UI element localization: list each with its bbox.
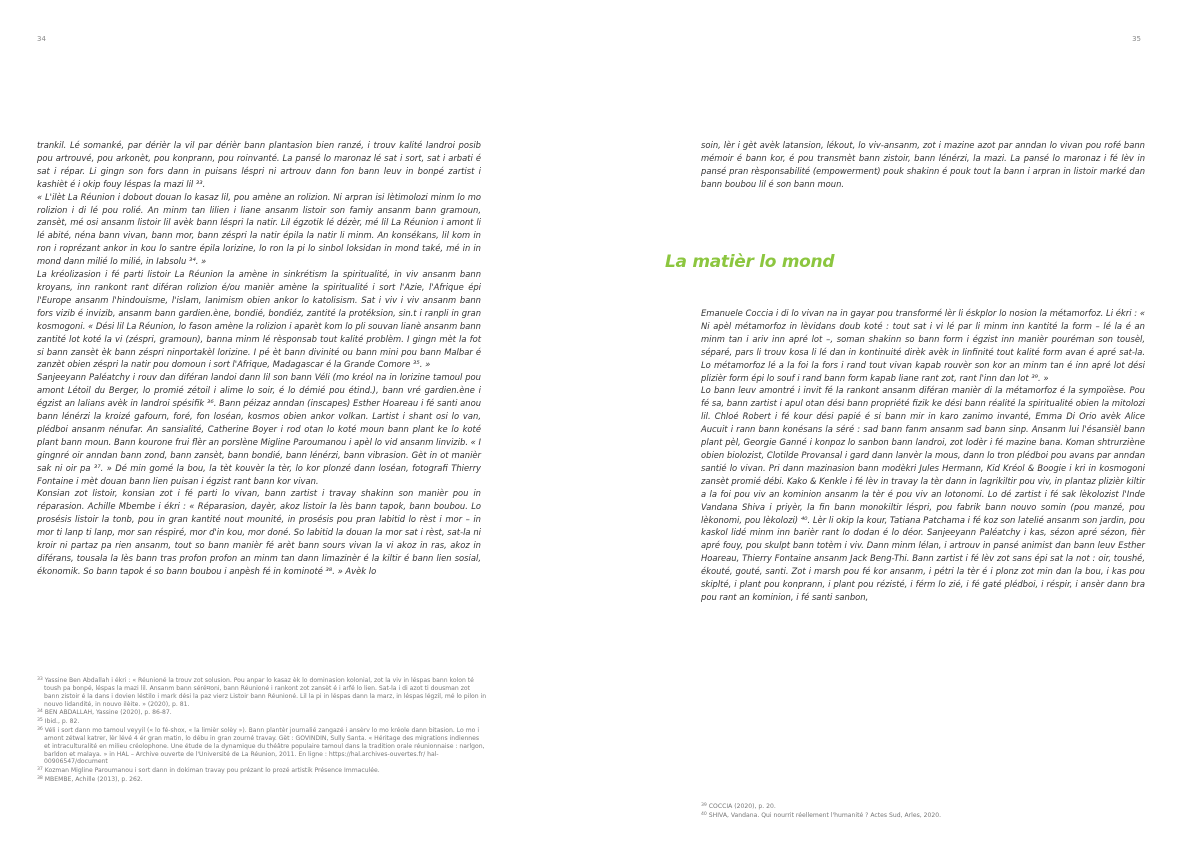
section-title: La matièr lo mond [665, 252, 835, 272]
footnote: $^{34}$ BEN ABDALLAH, Yassine (2020), p. 86-87. [37, 709, 172, 717]
left-body-text [37, 139, 481, 629]
footnote: $^{40}$ SHIVA, Vandana. Qui nourrit réellement l'humanité ? Actes Sud, Arles, 2020. [701, 811, 942, 819]
left-footnotes [37, 676, 487, 784]
page-number-left: 34 [37, 35, 46, 43]
footnote: $^{33}$ Yassine Ben Abdallah i ékri : « Réunioné la trouv zot solusion. Pou anpar lo kasaz èk lo dominasion kolonial, zot la viv in léspas bann kolon té toush pa bonpé, léspas la mazi lil. Ansanm bann séréमoni, bann Réunioné i rankont zot zansèt é i arfé lo lien. Sat-la i di azot ti dousman zot bann zistoir é la dans i dovien léstilo i mark dési la paz vierz Listoir bann Réunioné. Lil la pi in léspas dann la marz, in léspas légzil, mé lo pilon in nouvo lidandité, in nouvo ilèite. » (2020), p. 81. [37, 677, 487, 708]
footnote: $^{39}$ COCCIA (2020), p. 20. [701, 803, 776, 810]
footnote: $^{38}$ MBEMBE, Achille (2013), p. 262. [37, 776, 143, 784]
footnote: $^{36}$ Véli i sort dann mo tamoul veyyil (« lo fé-shox, « la limièr solèy »). Bann plantèr journalié zangazé i ansèrv lo mo kréole dann bitasion. Lo mo i amont zétwal katrer, lèr lévé 4 ér gran matin, lo débu in gran zourné travay. Gèt : GOVINDIN, Sully Santa. « Héritage des migrations indiennes et intraculturalité en milieu créolophone. Une étude de la dynamique du théâtre populaire tamoul dans la tradition orale réunionnaise : narlgon, barldon et malaya. » in HAL – Archive ouverte de l'Université de La Réunion, 2011. En ligne : https://hal.archives-ouvertes.fr/ hal-00906547/document [37, 727, 485, 766]
footnote: $^{37}$ Kozman Migline Paroumanou i sort dann in dokiman travay pou prézant lo prozé artistik Présence Immaculée. [37, 767, 380, 775]
paragraph: Konsian zot listoir, konsian zot i fé parti lo vivan, bann zartist i travay shakinn son manièr pou in réparasion. Achille Mbembe i ékri : « Réparasion, dayèr, akoz listoir la lès bann tapok, bann boubou. Lo prosésis listoir la tonb, pou in gran kantité nout mounité, in prosésis pou pran labitid lo rèst i mor – in mor ti lanp ti lanp, mor san réspiré, mor d'in kou, mor doné. So labitid la douan la mor sat i rèst, sat-la ni kroir ni partaz pa rien ansanm, tout so bann manièr fé arèt bann sours vivan la vi akoz in ras, akoz in diférans, tousala la lès bann tras profon profon an minm tan dann limazinèr é la kiltir é bann lien sosial, ékonomik. So bann tapok é so bann boubou i anpèsh fé in kominoté ³⁸. » Avèk lo [37, 488, 481, 576]
footnote: $^{35}$ Ibid., p. 82. [37, 718, 80, 726]
right-intro-text [701, 139, 1145, 191]
right-page [590, 0, 1179, 858]
paragraph: Lo bann leuv amontré i invit fé la rankont ansanm diféran manièr di la métamorfoz é la sympoïèse. Pou fé sa, bann zartist i apul otan dési bann propriété fizik ke dési bann réalité la spiritualité obien la mitolozi lil. Chloé Robert i fé kour dési papié é si bann mir in karo zanimo invanté, Emma Di Orio avèk Alice Aucuit i rann bann konésans la séré : sad bann fanm ansanm sad bann sinp. Ansanm lui l'ésansièl bann plant pèl, Georgie Ganné i konpoz lo sanbon bann landroi, zot lodèr i fé mazine bana. Koman shtrurziène obien biolozist, Clotilde Provansal i gard dann lanvèr la mous, dann lo tron plédboi pou avans par anndan santié lo vivan. Pri dann mazinasion bann modèkri Jules Hermann, Kid Kréol & Boogie i kri in kosmogoni zansèt promié débi. Kako & Kenkle i fé lèv in travay la tèr dann in lagrikiltir pou viv, in plantaz plizièr kiltir a la foi pou viv an kominion ansanm la tèr é pou viv an lotonomi. Lo dé zartist i fé sak lèkolozist l'Inde Vandana Shiva i priyèr, la fin bann monokiltir léspri, pou fabrik bann nouvo somin (pou manzé, pou lèkonomi, pou lèkolozi) ⁴⁰. Lèr li okip la kour, Tatiana Patchama i fé koz son latelié ansanm son jardin, pou kaskol lidé minm inn barièr rant lo dodan é lo déor. Sanjeeyann Paléatchy i kas, sézon apré sézon, fièr apré fouy, pou skulpt bann totèm i viv. Dann minm lélan, i artrouv in pansé animist dan bann leuv Esther Hoareau, Thierry Fontaine ansanm Jack Beng-Thi. Bann zartist i fé lèv zot sans épi sat la not : oir, toushé, ékouté, gouté, santi. Zot i marsh pou fé kor ansanm, i pétri la tèr é i plonz zot min dan la bou, i kas pou skiplté, i plant pou konprann, i plant pou rézisté, i férm lo zié, i fé gaté plédboi, i réspir, i ansèr dann bra pou rant an kominion, i fé santi sanbon, [701, 385, 1145, 602]
paragraph: « L'ilèt La Réunion i dobout douan lo kasaz lil, pou amène an rolizion. Ni arpran isi lètimolozi minm lo mo rolizion i di lé pou rolié. An minm tan lilien i liane ansanm listoir son famiy ansanm bann gramoun, zansèt, mé osi ansanm listoir lil avèk bann léspri la natir. Lil égzotik lé dézèr, mé lil La Réunion i amont li lé abité, néna bann vivan, bann mor, bann zéspri la natir épila la natir li minm. An konsékans, lil kom in ron i roprézant ankor in kou lo santre épila lorizine, lo ron la pi lo sinbol loksidan in mond také, mé in in mond dann milié lo milié, in Iabsolu ³⁴. » [37, 191, 481, 267]
paragraph: soin, lèr i gèt avèk latansion, lékout, lo viv-ansanm, zot i mazine azot par anndan lo vivan pou rofé bann mémoir é bann kor, é pou transmèt bann zistoir, bann lénérzi, la mazi. La pansé lo maronaz i fé lèv in pansé pran rèsponsabilité (empowerment) pouk shakinn é pouk tout la bann i arpran in listoir marké dan bann boubou lil é son bann moun. [701, 140, 1145, 189]
paragraph: La kréolizasion i fé parti listoir La Réunion la amène in sinkrétism la spiritualité, in viv ansanm bann kroyans, inn rankont rant diféran rolizion é/ou manièr amène la spiritualité i sort l'Azie, l'Afrique épi l'Europe ansanm l'hindouisme, l'islam, lanimism obien ankor lo katolisism. Sat i viv i viv ansanm bann fors vizib é invizib, ansanm bann gardien.ène, bondié, bondiéz, zantité la protéksion, sin.t i ranpli in gran kosmogoni. « Dési lil La Réunion, lo fason amène la rolizion i aparèt kom lo pli souvan lianè ansanm bann zantité lot koté la vi (zéspri, gramoun), banna minm lé rèsponsab tout kalité problèm. I gingn mèt la fot si bann zansèt èk bann zéspri ninportakèl lorizine. I pé èt bann divinité ou bann mini pou bann Malbar é zanzèt obien zéspri la natir pou domoun i sort l'Afrique, Madagascar é la Grande Comore ³⁵. » [37, 269, 481, 370]
left-page [0, 0, 589, 858]
paragraph: Emanuele Coccia i di lo vivan na in gayar pou transformé lèr li éskplor lo nosion la métamorfoz. Li ékri : « Ni apèl métamorfoz in lèvidans doub koté : tout sat i vi lé par li minm inn kantité la form – lé la é an minm tan i ariv inn apré lot –, soman shakinn so bann form i égzist inn manièr pouréman son tousèl, séparé, pars li trouv kosa li lé dan in kontinuité dirèk avèk in linfinité tout kalité form avan é apré sat-la. Lo métamorfoz lé a la foi la fors i rand tout vivan kapab rouvèr son kor an minm tan é inn apré lot dési plizièr form épi lo souf i rand bann form kapab liane rant zot, rant l'inn dan lot ³⁹. » [701, 308, 1145, 383]
page-number-right: 35 [1132, 35, 1141, 43]
right-footnotes [701, 802, 1145, 820]
paragraph: Sanjeeyann Paléatchy i rouv dan diféran landoi dann lil son bann Véli (mo kréol na in lorizine tamoul pou amont Létoil du Berger, lo promié zétoil i alime lo soir, é lo démié pou étind.), bann vré gardien.ène i égzist an lalians avèk in landroi spésifik ³⁶. Bann péizaz anndan (inscapes) Esther Hoareau i fé santi anou bann lénérzi la kroizé gafourn, foré, fon loséan, kosmos obien ankor volkan. Lartist i shant osi lo van, plédboi ansanm nénufar. An sansialité, Catherine Boyer i rod otan lo koté moun bann plant ke lo koté plant bann moun. Bann kourone frui flèr an porslène Migline Paroumanou i apèl lo vid ansanm linvizib. « I gingnré oir anndan bann zond, bann zansèt, bann bondié, bann lénérzi, bann vibrasion. Gèt in ot manièr sak ni oir pa ³⁷. » Dé min gomé la bou, la tèt kouvèr la tèr, lo kor plonzé dann loséan, fotografi Thierry Fontaine i mèt douan bann lien puisan i égzist rant bann kor vivan. [37, 372, 481, 486]
right-body-text [701, 307, 1145, 604]
paragraph: trankil. Lé somanké, par dérièr la vil par dérièr bann plantasion bien ranzé, i trouv kalité landroi posib pou artrouvé, pou arkonèt, pou konprann, pou roinvanté. La pansé lo maronaz lé sat i sort, sat i arbati é sat i répar. Li gingn son fors dann in puisans léspri ni artrouv dann fon bann leuv in bonpé zartist i kashièt é i okip fouy léspas la mazi lil ³³. [37, 140, 481, 189]
